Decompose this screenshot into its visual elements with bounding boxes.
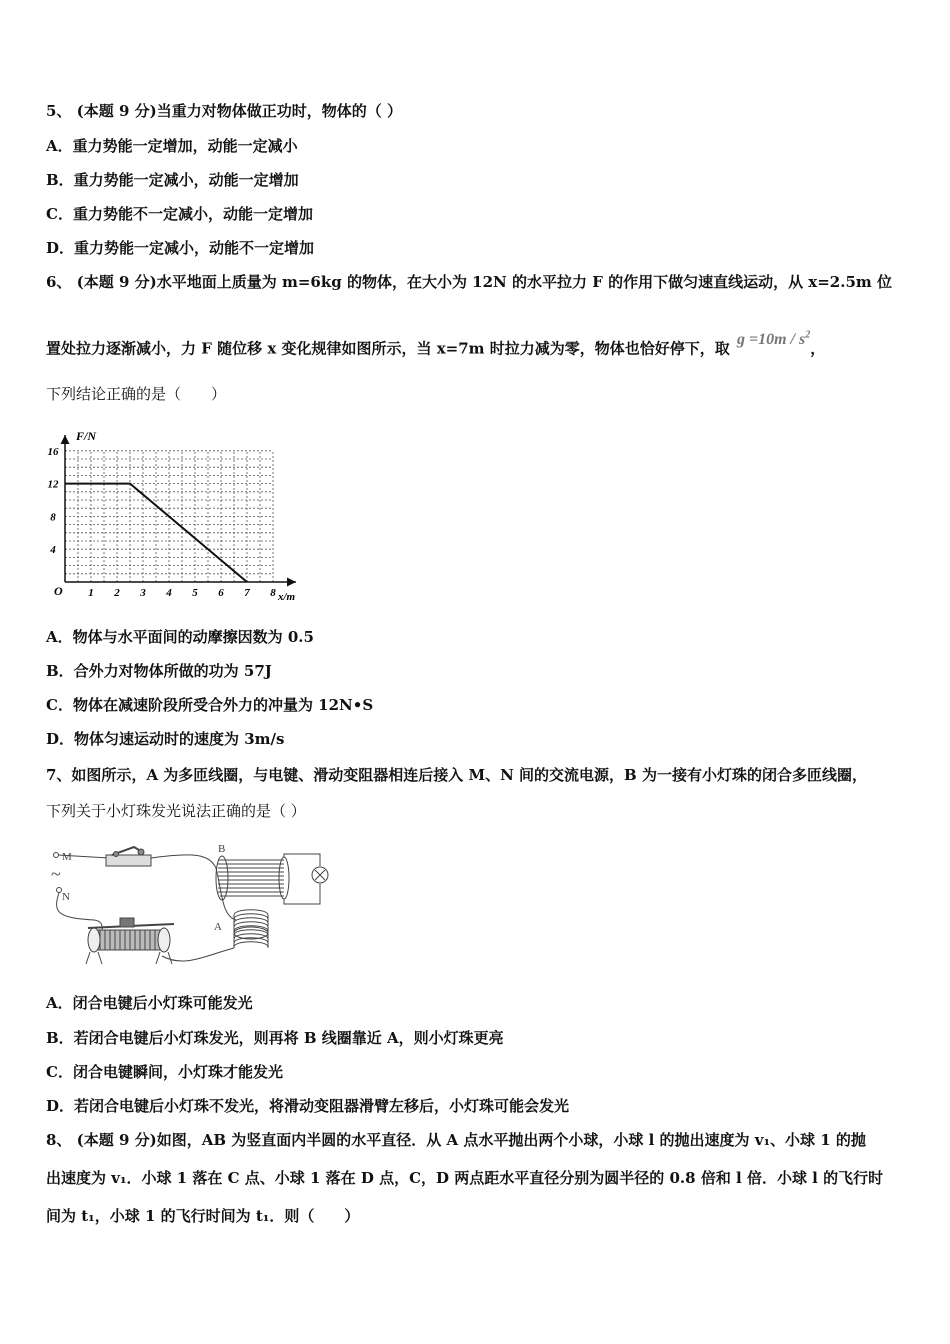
terminal-m: [54, 853, 59, 858]
q7-option-d[interactable]: D．若闭合电键后小灯珠不发光，将滑动变阻器滑臂左移后，小灯珠可能会发光: [46, 1097, 570, 1115]
q6-option-d[interactable]: D．物体匀速运动时的速度为 3m/s: [46, 730, 285, 748]
q5-stem: 5、 (本题 9 分)当重力对物体做正功时，物体的（ ）: [46, 102, 402, 120]
y-axis-label: F/N: [76, 429, 97, 443]
q7-option-b[interactable]: B．若闭合电键后小灯珠发光，则再将 B 线圈靠近 A，则小灯珠更亮: [46, 1029, 504, 1047]
q6-stem-line3: 下列结论正确的是（ ）: [46, 385, 227, 403]
x-tick-label: 8: [270, 587, 276, 599]
coil-circuit-figure: [44, 838, 344, 973]
q8-stem-line3: 间为 t₁，小球 1 的飞行时间为 t₁．则（ ）: [46, 1207, 360, 1225]
q8-stem-line2: 出速度为 v₁．小球 1 落在 C 点、小球 1 落在 D 点，C，D 两点距水平直径分别为圆半径的 0.8 倍和 l 倍．小球 l 的飞行时: [46, 1169, 884, 1187]
force-displacement-graph: [40, 425, 310, 610]
x-axis-label: x/m: [278, 591, 296, 603]
x-tick-label: 2: [114, 587, 120, 599]
x-tick-labels: [88, 587, 276, 599]
q6-option-b[interactable]: B．合外力对物体所做的功为 57J: [46, 662, 272, 680]
x-tick-label: 6: [218, 587, 224, 599]
q5-option-c[interactable]: C．重力势能不一定减小，动能一定增加: [46, 205, 313, 223]
ac-source-symbol: ~: [51, 864, 61, 884]
switch-key: [106, 847, 151, 866]
q6-option-a[interactable]: A．物体与水平面间的动摩擦因数为 0.5: [46, 628, 314, 646]
q7-stem-line2: 下列关于小灯珠发光说法正确的是（ ）: [46, 802, 306, 820]
label-b: B: [218, 843, 226, 855]
rheostat: [86, 918, 174, 964]
coil-a: [234, 910, 268, 948]
q7-stem-line1: 7、如图所示，A 为多匝线圈，与电键、滑动变阻器相连后接入 M、N 间的交流电源，B 为一接有小灯珠的闭合多匝线圈，: [46, 766, 867, 784]
coil-b: [216, 854, 320, 904]
x-tick-label: 5: [192, 587, 198, 599]
q6-stem-line2-end: ，: [810, 339, 826, 358]
label-a: A: [214, 921, 222, 933]
y-tick-labels: [48, 446, 60, 556]
q5-option-a[interactable]: A．重力势能一定增加，动能一定减小: [46, 137, 298, 155]
q6-stem-line1: 6、 (本题 9 分)水平地面上质量为 m=6kg 的物体，在大小为 12N 的水平拉力 F 的作用下做匀速直线运动，从 x=2.5m 位: [46, 273, 892, 291]
label-m: M: [62, 851, 72, 863]
x-tick-label: 4: [166, 587, 172, 599]
q6-stem-line2: [46, 330, 826, 359]
terminal-n: [57, 888, 62, 893]
gravity-formula: [737, 331, 810, 348]
q7-option-c[interactable]: C．闭合电键瞬间，小灯珠才能发光: [46, 1063, 283, 1081]
y-tick-label: 16: [47, 445, 59, 458]
q5-option-d[interactable]: D．重力势能一定减小，动能不一定增加: [46, 239, 315, 257]
origin-label: O: [54, 584, 63, 598]
q8-stem-line1: 8、 (本题 9 分)如图，AB 为竖直面内半圆的水平直径．从 A 点水平抛出两个小球，小球 l 的抛出速度为 v₁、小球 1 的抛: [46, 1131, 866, 1149]
gravity-formula-text: g =10m / s: [736, 331, 806, 349]
x-tick-label: 3: [140, 587, 146, 599]
y-tick-label: 4: [50, 544, 56, 557]
y-tick-label: 8: [50, 511, 56, 524]
x-tick-label: 1: [88, 587, 94, 599]
q5-option-b[interactable]: B．重力势能一定减小，动能一定增加: [46, 171, 299, 189]
q7-option-a[interactable]: A．闭合电键后小灯珠可能发光: [46, 994, 253, 1012]
q6-option-c[interactable]: C．物体在减速阶段所受合外力的冲量为 12N•S: [46, 696, 374, 714]
x-tick-label: 7: [244, 587, 250, 599]
q6-stem-line2-text: 置处拉力逐渐减小，力 F 随位移 x 变化规律如图所示，当 x=7m 时拉力减为零，物体也恰好停下，取: [46, 339, 730, 358]
gravity-formula-exponent: 2: [805, 330, 811, 341]
y-tick-label: 12: [47, 478, 59, 491]
lamp: [312, 867, 328, 883]
label-n: N: [62, 891, 70, 903]
